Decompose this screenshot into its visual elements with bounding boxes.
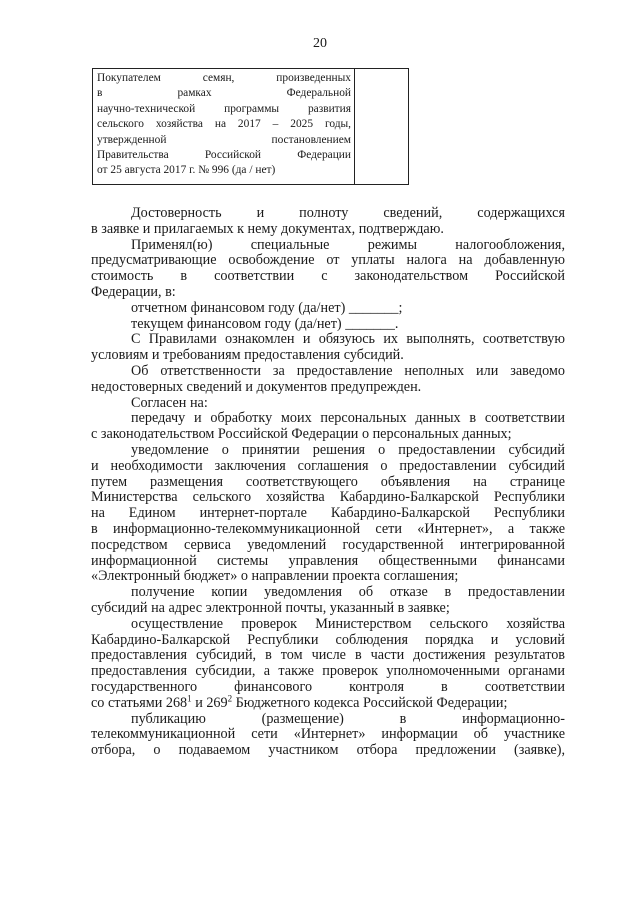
text-line: с законодательством Российской Федерации о персональных данных; (91, 426, 512, 443)
text-line: публикацию (размещение) в информационно- (131, 710, 565, 727)
text-line: «Электронный бюджет» о направлении проекта соглашения; (91, 568, 459, 585)
superscript: 1 (187, 692, 192, 703)
text-line: Министерства сельского хозяйства Кабардино-Балкарской Республики (91, 489, 565, 506)
text-line: недостоверных сведений и документов предупрежден. (91, 378, 422, 395)
text-line: государственного финансового контроля в соответствии (91, 678, 565, 695)
text-line: стоимость в соответствии с законодательством Российской (91, 268, 565, 285)
document-body (91, 206, 565, 759)
text-line: Кабардино-Балкарской Республики соблюдения порядка и условий (91, 631, 565, 648)
text-line: и необходимости заключения соглашения о предоставлении субсидий (91, 457, 565, 474)
text-line: в информационно-телекоммуникационной сети «Интернет», а также (91, 520, 565, 537)
text-line: информационной системы управления общественными финансами (91, 552, 565, 569)
table-label-line: от 25 августа 2017 г. № 996 (да / нет) (97, 164, 276, 177)
text-line: отчетном финансовом году (да/нет) _______; (131, 299, 403, 316)
info-table (92, 68, 409, 185)
table-label-line: в рамках Федеральной (97, 87, 351, 100)
text-line: Федерации, в: (91, 283, 176, 300)
text-fragment: со статьями 268 (91, 694, 188, 711)
text-line: осуществление проверок Министерством сельского хозяйства (131, 615, 565, 632)
text-line: путем размещения соответствующего объявления на странице (91, 473, 565, 490)
table-label-line: утвержденной постановлением (97, 133, 351, 146)
text-line: текущем финансовом году (да/нет) _______. (131, 315, 399, 332)
text-line: отбора, о подаваемом участником отбора предложении (заявке), (91, 742, 565, 759)
text-line: получение копии уведомления об отказе в предоставлении (131, 584, 565, 601)
table-label-cell (93, 69, 355, 184)
text-line: на Едином интернет-портале Кабардино-Балкарской Республики (91, 505, 565, 522)
text-line: С Правилами ознакомлен и обязуюсь их выполнять, соответствую (131, 331, 565, 348)
text-line: уведомление о принятии решения о предоставлении субсидий (131, 441, 565, 458)
page-number: 20 (313, 36, 327, 51)
table-label-line: Правительства Российской Федерации (97, 149, 351, 162)
text-line: в заявке и прилагаемых к нему документах, подтверждаю. (91, 220, 444, 237)
text-line: Достоверность и полноту сведений, содержащихся (131, 205, 565, 221)
table-value-cell (355, 69, 408, 184)
table-label-line: научно-технической программы развития (97, 102, 351, 115)
text-fragment: и 269 (191, 694, 228, 711)
text-line (91, 692, 565, 712)
table-label-line: Покупателем семян, произведенных (97, 72, 351, 84)
text-line: телекоммуникационной сети «Интернет» информации об участнике (91, 726, 565, 743)
text-line: предоставления субсидий, в том числе в части достижения результатов (91, 647, 565, 664)
text-line: Согласен на: (131, 394, 208, 411)
text-fragment: Бюджетного кодекса Российской Федерации; (232, 694, 508, 711)
text-line: посредством сервиса уведомлений государственной интегрированной (91, 536, 565, 553)
text-line: Применял(ю) специальные режимы налогообложения, (131, 236, 565, 253)
table-label-line: сельского хозяйства на 2017 – 2025 годы, (97, 118, 351, 131)
text-line: субсидий на адрес электронной почты, указанный в заявке; (91, 599, 450, 616)
superscript: 2 (227, 692, 233, 703)
text-line: Об ответственности за предоставление неполных или заведомо (131, 362, 565, 379)
text-line: условиям и требованиям предоставления субсидий. (91, 347, 404, 364)
text-line: предусматривающие освобождение от уплаты налога на добавленную (91, 252, 565, 269)
text-line: предоставления субсидии, а также проверок уполномоченными органами (91, 663, 565, 680)
text-line: передачу и обработку моих персональных данных в соответствии (131, 410, 565, 427)
